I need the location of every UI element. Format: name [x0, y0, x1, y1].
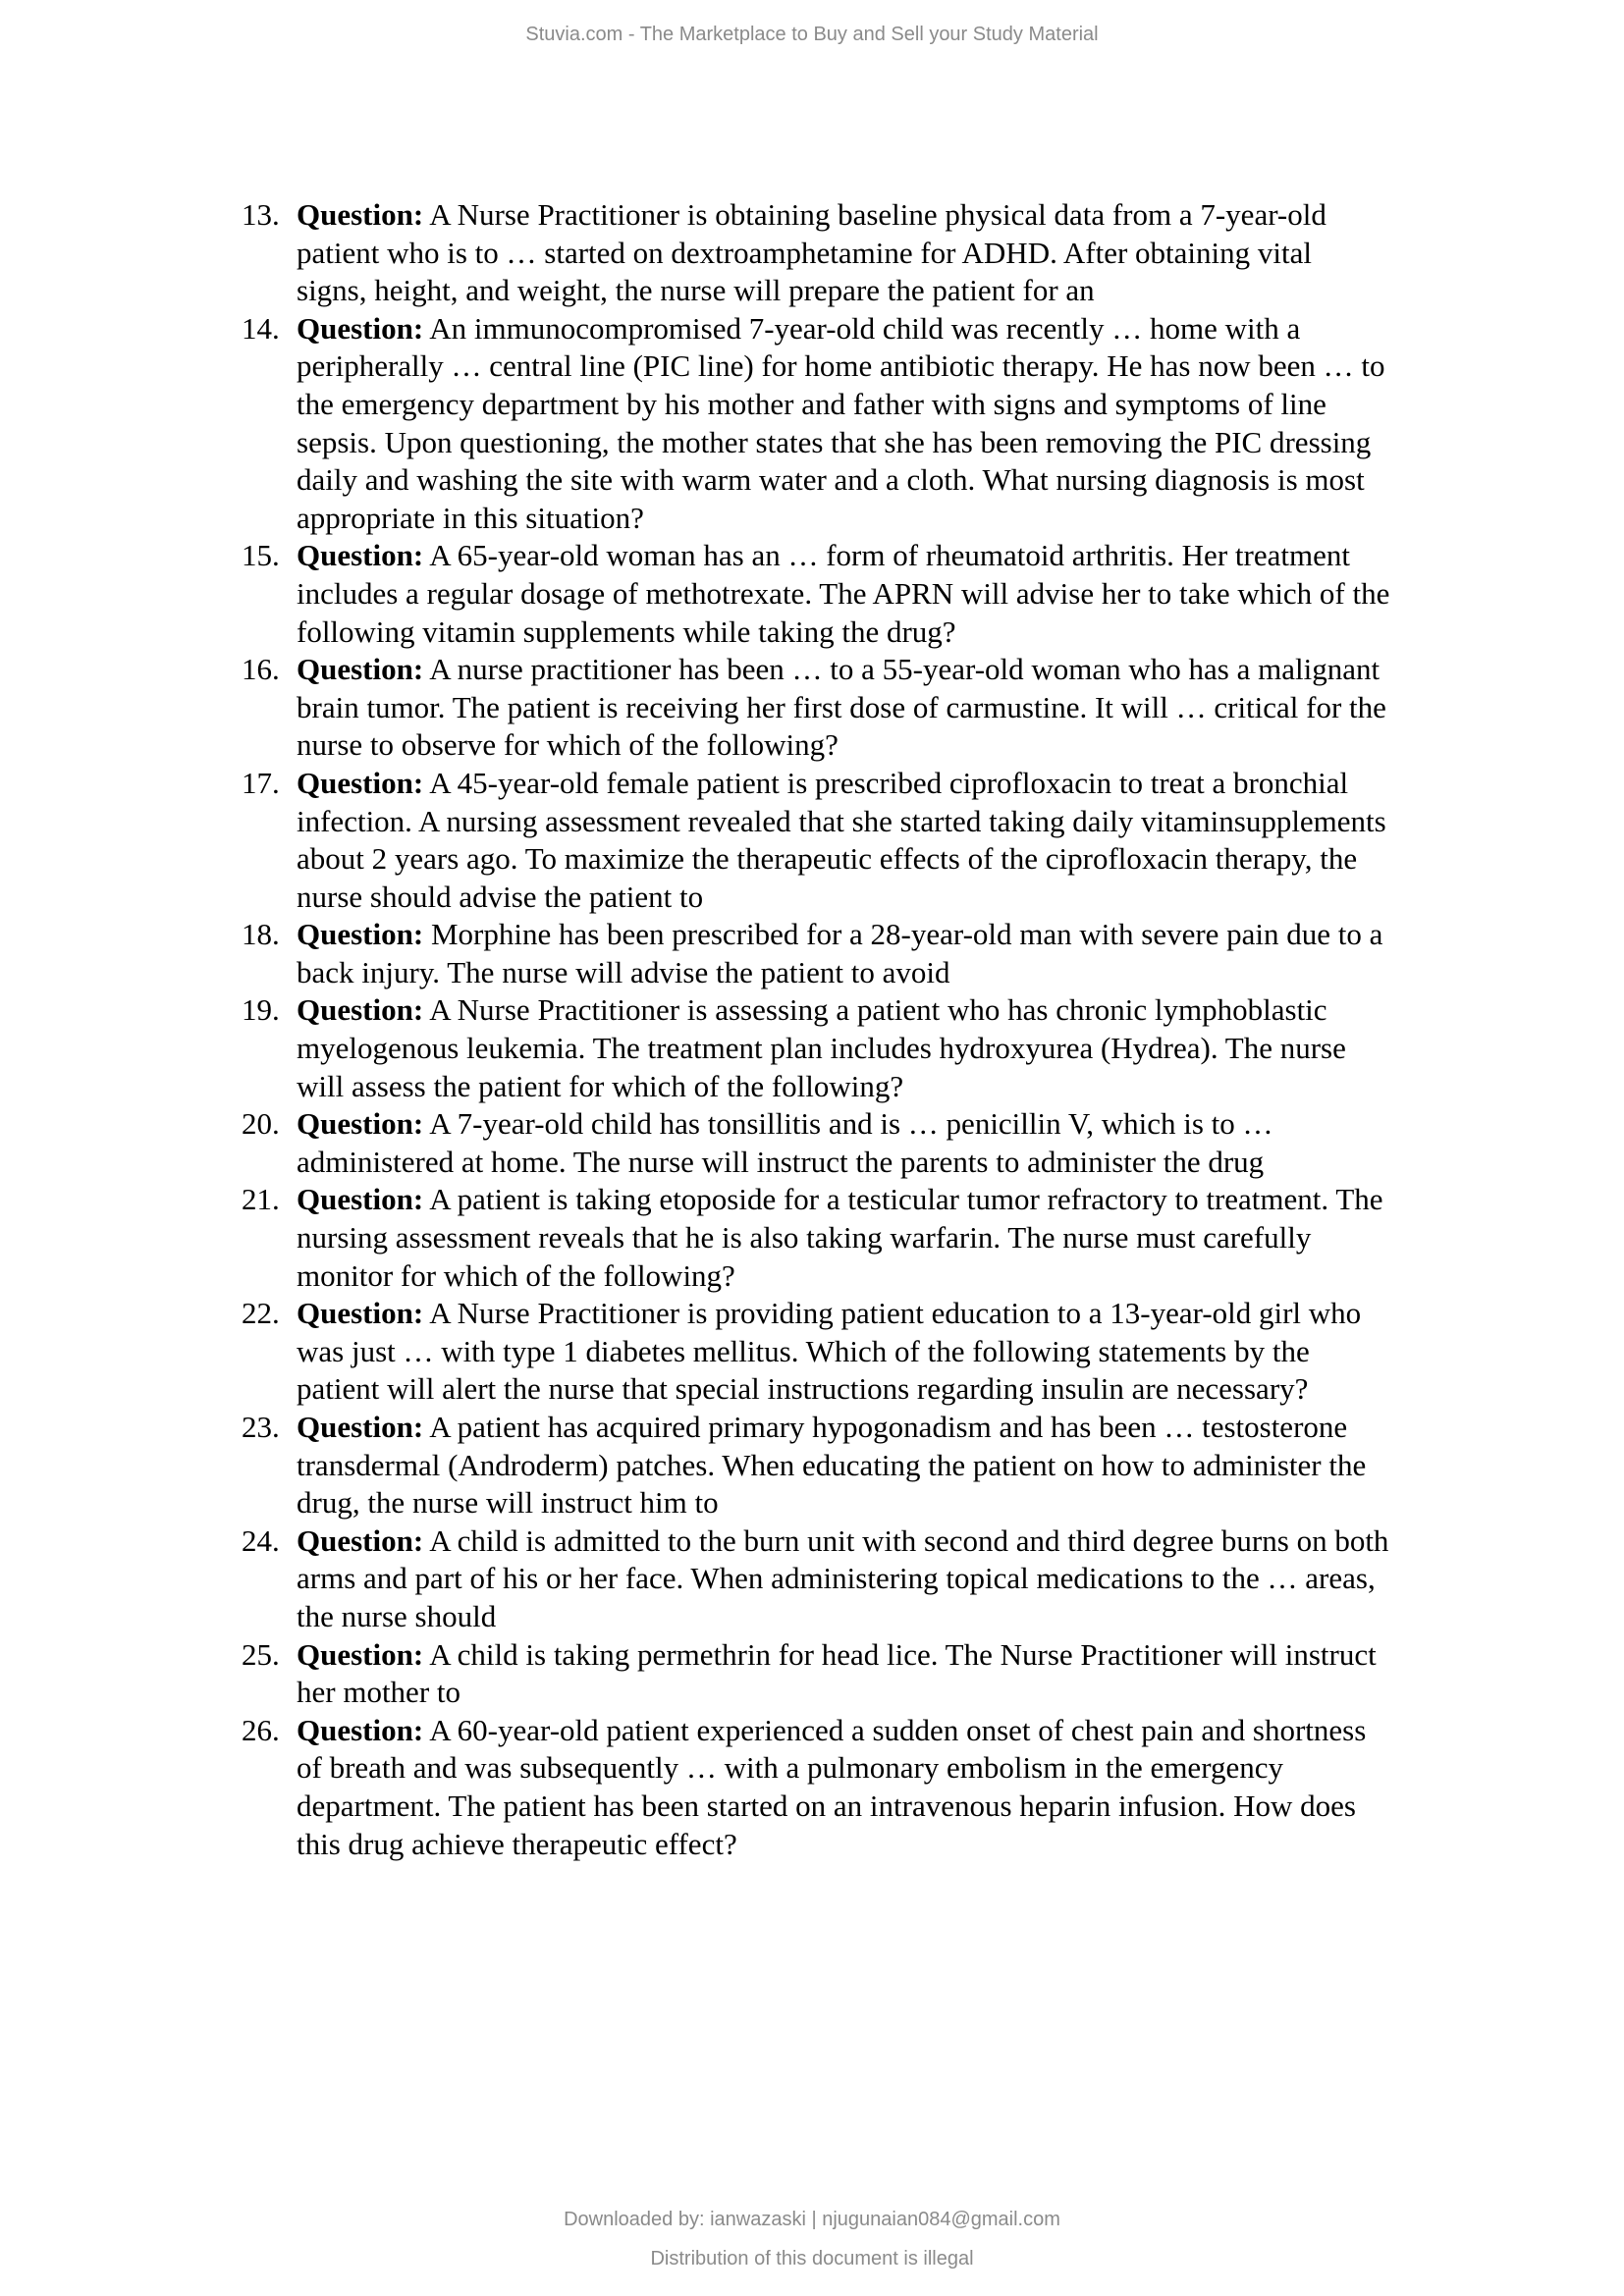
question-text-line: [297, 1749, 1508, 1788]
question-text-line: [297, 954, 1508, 992]
question-body: [297, 1712, 1508, 1863]
question-text-line: [297, 1636, 1508, 1675]
question-number: 15.: [242, 538, 280, 573]
question-label: Question:: [297, 1182, 424, 1217]
question-text-line: [297, 879, 1508, 917]
question-label: Question:: [297, 1106, 424, 1142]
question-text: A 7-year-old child has tonsillitis and is … penicillin V, which is to …: [429, 1106, 1273, 1142]
question-label: Question:: [297, 765, 424, 800]
question-text-line: [297, 1447, 1508, 1485]
question-text: An immunocompromised 7-year-old child was recently … home with a: [429, 310, 1301, 346]
question-item: [242, 196, 1508, 310]
question-body: [297, 196, 1508, 310]
question-label: Question:: [297, 1712, 424, 1747]
question-text: administered at home. The nurse will instruct the parents to administer the drug: [297, 1144, 1265, 1179]
question-text: this drug achieve therapeutic effect?: [297, 1826, 737, 1861]
question-number: 20.: [242, 1106, 280, 1142]
question-text: infection. A nursing assessment revealed that she started taking daily vitaminsupplements: [297, 803, 1386, 838]
question-label: Question:: [297, 917, 424, 952]
question-body: [297, 1295, 1508, 1409]
question-number: 18.: [242, 917, 280, 952]
question-text-line: [297, 1598, 1508, 1636]
question-text-line: [297, 916, 1508, 954]
question-number: 24.: [242, 1522, 280, 1558]
question-label: Question:: [297, 1636, 424, 1672]
question-text: monitor for which of the following?: [297, 1257, 735, 1293]
question-body: [297, 537, 1508, 651]
question-text-line: [297, 537, 1508, 575]
question-text-line: [297, 1484, 1508, 1522]
question-text-line: [297, 1181, 1508, 1219]
question-text: drug, the nurse will instruct him to: [297, 1485, 719, 1521]
question-text: includes a regular dosage of methotrexate. The APRN will advise her to take which of the: [297, 575, 1390, 611]
question-text-line: [297, 1788, 1508, 1826]
question-text: will assess the patient for which of the following?: [297, 1068, 904, 1103]
question-text: transdermal (Androderm) patches. When educating the patient on how to administer the: [297, 1447, 1367, 1482]
question-text-line: [297, 726, 1508, 765]
question-text-line: [297, 803, 1508, 841]
question-body: [297, 1522, 1508, 1636]
question-text: A patient is taking etoposide for a testicular tumor refractory to treatment. The: [429, 1182, 1383, 1217]
question-item: [242, 310, 1508, 538]
question-text: patient who is to … started on dextroamphetamine for ADHD. After obtaining vital: [297, 235, 1312, 270]
question-text-line: [297, 196, 1508, 235]
question-text: about 2 years ago. To maximize the therapeutic effects of the ciprofloxacin therapy, the: [297, 841, 1358, 877]
question-text: signs, height, and weight, the nurse will prepare the patient for an: [297, 273, 1095, 308]
question-text-line: [297, 840, 1508, 879]
question-body: [297, 916, 1508, 991]
question-text: A nurse practitioner has been … to a 55-year-old woman who has a malignant: [429, 652, 1380, 687]
question-body: [297, 991, 1508, 1105]
question-item: [242, 1105, 1508, 1181]
question-text-line: [297, 1257, 1508, 1296]
question-item: [242, 1409, 1508, 1522]
question-text-line: [297, 1068, 1508, 1106]
question-text: department. The patient has been started on an intravenous heparin infusion. How does: [297, 1788, 1356, 1823]
question-text: A 45-year-old female patient is prescribed ciprofloxacin to treat a bronchial: [429, 765, 1349, 800]
question-text-line: [297, 1712, 1508, 1750]
question-label: Question:: [297, 652, 424, 687]
question-item: [242, 537, 1508, 651]
question-text-line: [297, 765, 1508, 803]
question-text-line: [297, 689, 1508, 727]
question-body: [297, 310, 1508, 538]
question-text-line: [297, 575, 1508, 614]
question-text-line: [297, 1105, 1508, 1144]
question-text-line: [297, 500, 1508, 538]
question-text-line: [297, 1560, 1508, 1598]
question-text-line: [297, 651, 1508, 689]
question-item: [242, 1522, 1508, 1636]
question-list: [242, 196, 1508, 1863]
question-text: patient will alert the nurse that special instructions regarding insulin are necessary?: [297, 1371, 1309, 1407]
question-text: arms and part of his or her face. When administering topical medications to the … areas,: [297, 1561, 1376, 1596]
question-text-line: [297, 991, 1508, 1030]
question-text: back injury. The nurse will advise the patient to avoid: [297, 954, 950, 989]
question-number: 21.: [242, 1182, 280, 1217]
question-number: 13.: [242, 197, 280, 232]
question-text-line: [297, 1826, 1508, 1864]
downloaded-by-footer: Downloaded by: ianwazaski | njugunaian084@gmail.com: [564, 2209, 1060, 2230]
question-label: Question:: [297, 310, 424, 346]
question-text: brain tumor. The patient is receiving her first dose of carmustine. It will … critical for the: [297, 689, 1386, 724]
question-number: 25.: [242, 1636, 280, 1672]
question-body: [297, 1636, 1508, 1712]
question-text-line: [297, 424, 1508, 462]
question-text: nurse should advise the patient to: [297, 879, 704, 914]
question-text-line: [297, 1333, 1508, 1371]
watermark-header: Stuvia.com - The Marketplace to Buy and Sell your Study Material: [525, 24, 1099, 45]
question-number: 19.: [242, 992, 280, 1028]
question-text-line: [297, 614, 1508, 652]
question-item: [242, 1636, 1508, 1712]
question-label: Question:: [297, 538, 424, 573]
question-text: peripherally … central line (PIC line) for home antibiotic therapy. He has now been … to: [297, 348, 1385, 384]
question-item: [242, 1712, 1508, 1863]
question-text-line: [297, 1144, 1508, 1182]
question-text: following vitamin supplements while taking the drug?: [297, 614, 956, 649]
question-text-line: [297, 1370, 1508, 1409]
question-label: Question:: [297, 992, 424, 1028]
question-number: 26.: [242, 1712, 280, 1747]
question-label: Question:: [297, 1410, 424, 1444]
question-text: A Nurse Practitioner is assessing a patient who has chronic lymphoblastic: [429, 992, 1327, 1028]
question-label: Question:: [297, 1296, 424, 1331]
question-number: 23.: [242, 1410, 280, 1444]
question-number: 22.: [242, 1296, 280, 1331]
question-text-line: [297, 1219, 1508, 1257]
question-text-line: [297, 235, 1508, 273]
question-body: [297, 1181, 1508, 1295]
question-text: her mother to: [297, 1675, 461, 1710]
question-body: [297, 651, 1508, 765]
question-item: [242, 916, 1508, 991]
question-text: A patient has acquired primary hypogonadism and has been … testosterone: [429, 1410, 1348, 1444]
question-text-line: [297, 1295, 1508, 1333]
question-text-line: [297, 461, 1508, 500]
question-text: myelogenous leukemia. The treatment plan includes hydroxyurea (Hydrea). The nurse: [297, 1031, 1346, 1066]
question-number: 14.: [242, 310, 280, 346]
question-number: 17.: [242, 765, 280, 800]
question-text: sepsis. Upon questioning, the mother states that she has been removing the PIC dressing: [297, 424, 1372, 459]
question-text-line: [297, 1030, 1508, 1068]
question-label: Question:: [297, 1522, 424, 1558]
question-text: A child is taking permethrin for head lice. The Nurse Practitioner will instruct: [429, 1636, 1377, 1672]
question-text: daily and washing the site with warm water and a cloth. What nursing diagnosis is most: [297, 462, 1365, 498]
question-text-line: [297, 1409, 1508, 1447]
question-item: [242, 991, 1508, 1105]
question-text: was just … with type 1 diabetes mellitus. Which of the following statements by the: [297, 1333, 1310, 1368]
question-text: A child is admitted to the burn unit with second and third degree burns on both: [429, 1522, 1389, 1558]
question-item: [242, 765, 1508, 916]
question-number: 16.: [242, 652, 280, 687]
question-text-line: [297, 1674, 1508, 1712]
question-body: [297, 1409, 1508, 1522]
question-text: nursing assessment reveals that he is also taking warfarin. The nurse must carefully: [297, 1220, 1312, 1255]
question-text: Morphine has been prescribed for a 28-year-old man with severe pain due to a: [430, 917, 1383, 952]
question-text: the nurse should: [297, 1598, 497, 1633]
question-text-line: [297, 272, 1508, 310]
question-text-line: [297, 1522, 1508, 1561]
question-item: [242, 1181, 1508, 1295]
question-item: [242, 1295, 1508, 1409]
question-text: A Nurse Practitioner is providing patient education to a 13-year-old girl who: [429, 1296, 1362, 1331]
question-text: nurse to observe for which of the following?: [297, 727, 839, 763]
question-text: A 65-year-old woman has an … form of rheumatoid arthritis. Her treatment: [429, 538, 1350, 573]
question-text: A Nurse Practitioner is obtaining baseline physical data from a 7-year-old: [429, 197, 1326, 232]
question-item: [242, 651, 1508, 765]
distribution-notice: Distribution of this document is illegal: [650, 2248, 974, 2269]
question-text-line: [297, 310, 1508, 348]
question-text: of breath and was subsequently … with a pulmonary embolism in the emergency: [297, 1750, 1283, 1786]
question-text: the emergency department by his mother and father with signs and symptoms of line: [297, 386, 1326, 421]
question-text: appropriate in this situation?: [297, 500, 644, 535]
question-text: A 60-year-old patient experienced a sudden onset of chest pain and shortness: [429, 1712, 1367, 1747]
question-body: [297, 765, 1508, 916]
question-text-line: [297, 347, 1508, 386]
question-text-line: [297, 386, 1508, 424]
question-label: Question:: [297, 197, 424, 232]
question-body: [297, 1105, 1508, 1181]
